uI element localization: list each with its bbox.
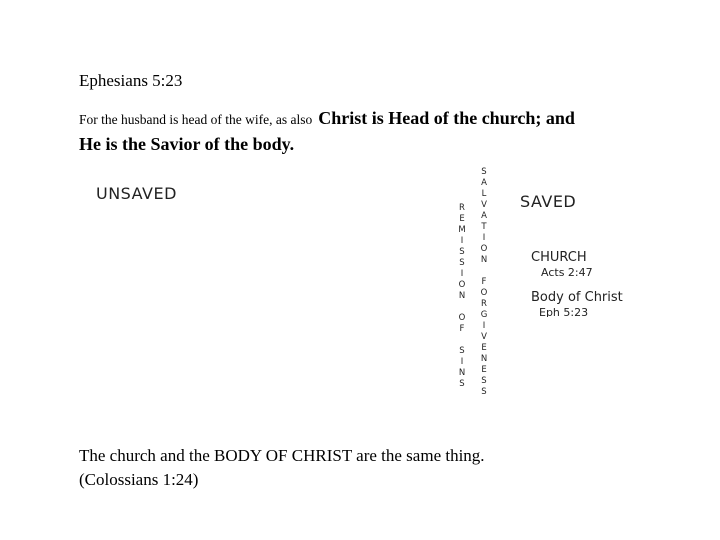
vertical-letter: E (459, 214, 465, 224)
vertical-letter: R (459, 203, 465, 213)
vertical-letter: S (481, 167, 487, 177)
page-title: Ephesians 5:23 (79, 71, 183, 90)
vertical-letter: N (458, 291, 466, 301)
vertical-letter: S (459, 247, 465, 257)
vertical-letter (483, 266, 486, 277)
verse-text-part-2: Christ is Head of the church; and (318, 108, 575, 128)
vertical-letter: I (482, 321, 486, 331)
vertical-letter: I (460, 269, 464, 279)
church-label: CHURCH (531, 250, 587, 265)
vertical-letter: F (481, 277, 487, 287)
vertical-letter: G (480, 310, 488, 320)
vertical-letter (461, 302, 464, 313)
verse-text-part-1: For the husband is head of the wife, as also (79, 112, 313, 127)
vertical-letter: M (458, 225, 466, 235)
vertical-letter: I (460, 357, 464, 367)
vertical-letter: F (459, 324, 465, 334)
vertical-letter: E (481, 343, 487, 353)
saved-label: SAVED (520, 192, 577, 211)
salvation-forgiveness-column (478, 167, 490, 398)
vertical-letter: V (481, 332, 487, 342)
vertical-letter: A (481, 178, 487, 188)
remission-of-sins-column (456, 203, 468, 390)
unsaved-label: UNSAVED (96, 184, 177, 203)
vertical-letter: E (481, 365, 487, 375)
vertical-letter: A (481, 211, 487, 221)
vertical-letter: V (481, 200, 487, 210)
conclusion-reference: (Colossians 1:24) (79, 470, 199, 489)
vertical-letter: T (481, 222, 487, 232)
vertical-letter: O (480, 288, 488, 298)
vertical-letter: O (458, 313, 466, 323)
conclusion-text: The church and the BODY OF CHRIST are the same thing. (79, 446, 485, 465)
vertical-letter (461, 335, 464, 346)
verse-line-1 (79, 108, 575, 129)
vertical-letter: I (460, 236, 464, 246)
vertical-letter: I (482, 233, 486, 243)
church-reference: Acts 2:47 (541, 266, 593, 279)
body-of-christ-label: Body of Christ (531, 290, 623, 305)
vertical-letter: N (458, 368, 466, 378)
vertical-letter: S (481, 376, 487, 386)
vertical-letter: S (459, 379, 465, 389)
verse-line-2: He is the Savior of the body. (79, 134, 295, 154)
vertical-letter: S (459, 258, 465, 268)
vertical-letter: S (459, 346, 465, 356)
vertical-letter: N (480, 354, 488, 364)
vertical-letter: R (481, 299, 487, 309)
vertical-letter: O (480, 244, 488, 254)
vertical-letter: N (480, 255, 488, 265)
vertical-letter: L (481, 189, 487, 199)
vertical-letter: S (481, 387, 487, 397)
body-of-christ-reference: Eph 5:23 (539, 306, 589, 317)
vertical-letter: O (458, 280, 466, 290)
